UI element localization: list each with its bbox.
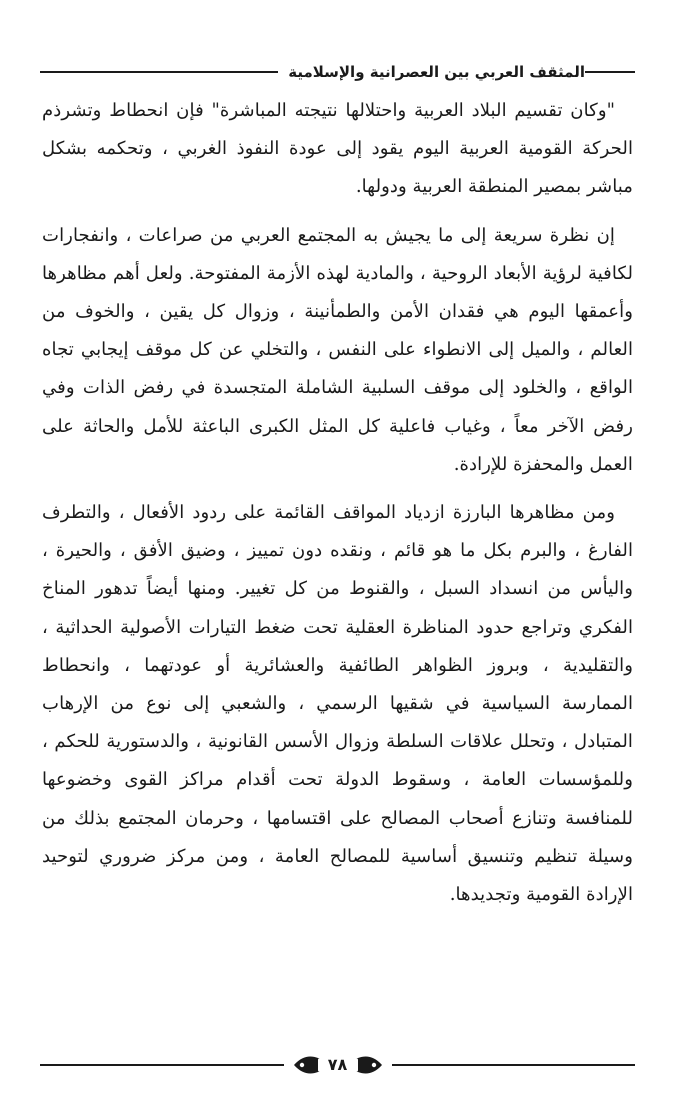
page-body <box>42 92 633 914</box>
book-title: المثقف العربي بين العصرانية والإسلامية <box>288 63 585 81</box>
footer-rule-left <box>40 1064 284 1066</box>
header-rule-left <box>40 71 278 73</box>
paragraph-2: إن نظرة سريعة إلى ما يجيش به المجتمع العربي من صراعات ، وانفجارات لكافية لرؤية الأبعاد الروحية ، والمادية لهذه الأزمة المفتوحة. ولعل أهم مظاهرها وأعمقها اليوم هي فقدان الأمن والطمأنينة ، وزوال كل يقين ، والخوف من العالم ، والميل إلى الانطواء على النفس ، والتخلي عن كل موقف إيجابي تجاه الواقع ، والخلود إلى موقف السلبية الشاملة المتجسدة في رفض الذات وفي رفض الآخر معاً ، وغياب فاعلية كل المثل الكبرى الباعثة للأمل والحاثة على العمل والمحفزة للإرادة. <box>42 224 633 475</box>
running-header <box>40 58 635 86</box>
page-number: ٧٨ <box>327 1055 348 1074</box>
paragraph-3: ومن مظاهرها البارزة ازدياد المواقف القائمة على ردود الأفعال ، والتطرف الفارغ ، والبرم بكل ما هو قائم ، ونقده دون تمييز ، وضيق الأفق ، والحيرة ، واليأس من انسداد السبل ، والقنوط من كل تغيير. ومنها أيضاً تدهور المناخ الفكري وتراجع حدود المناظرة العقلية تحت ضغط التيارات الأصولية الحداثية ، والتقليدية ، وبروز الظواهر الطائفية والعشائرية أو عودتهما ، وانحطاط الممارسة السياسية في شقيها الرسمي ، والشعبي إلى نوع من الإرهاب المتبادل ، وتحلل علاقات السلطة وزوال الأسس القانونية ، والدستورية للحكم ، وللمؤسسات العامة ، وسقوط الدولة تحت أقدام مراكز القوى وخضوعها للمنافسة وتنازع أصحاب المصالح على اقتسامها ، وحرمان المجتمع بذلك من وسيلة تنظيم وتنسيق أساسية للمصالح العامة ، ومن مركز ضروري لتوحيد الإرادة القومية وتجديدها. <box>42 502 633 906</box>
page-number-ornament <box>292 1052 384 1078</box>
page-footer <box>40 1052 635 1078</box>
paragraph-1: "وكان تقسيم البلاد العربية واحتلالها نتيجته المباشرة" فإن انحطاط وتشرذم الحركة القومية العربية اليوم يقود إلى عودة النفوذ الغربي ، وتحكمه بشكل مباشر بمصير المنطقة العربية ودولها. <box>42 100 633 198</box>
header-rule-right <box>585 71 635 73</box>
footer-rule-right <box>392 1064 636 1066</box>
